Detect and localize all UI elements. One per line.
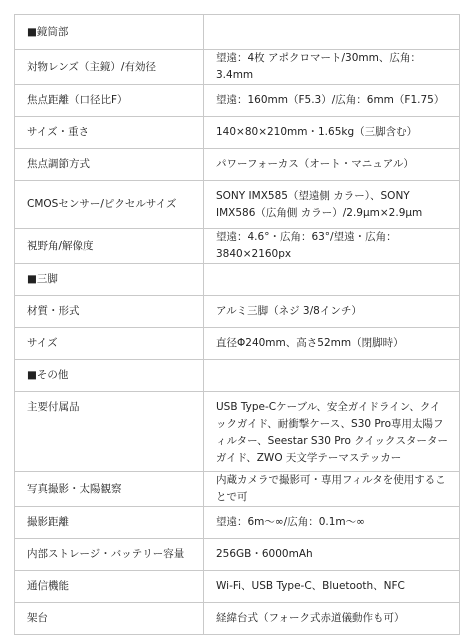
spec-value: Wi-Fi、USB Type-C、Bluetooth、NFC (204, 571, 460, 603)
spec-label: 焦点距離（口径比F） (15, 85, 204, 117)
spec-value: 内蔵カメラで撮影可・専用フィルタを使用することで可 (204, 472, 460, 507)
spec-row (15, 328, 460, 360)
spec-row (15, 149, 460, 181)
spec-row (15, 392, 460, 472)
spec-row (15, 472, 460, 507)
spec-row (15, 603, 460, 635)
section-header-row (15, 15, 460, 50)
spec-label: CMOSセンサー/ピクセルサイズ (15, 181, 204, 229)
spec-table-body (15, 15, 460, 635)
spec-value: 望遠：160mm（F5.3）/広角：6mm（F1.75） (204, 85, 460, 117)
spec-label: 焦点調節方式 (15, 149, 204, 181)
spec-row (15, 296, 460, 328)
spec-label: サイズ・重さ (15, 117, 204, 149)
spec-label: 架台 (15, 603, 204, 635)
section-empty-cell (204, 15, 460, 50)
section-header-row (15, 360, 460, 392)
spec-value: 望遠：4.6°・広角：63°/望遠・広角：3840×2160px (204, 229, 460, 264)
spec-table (14, 14, 460, 635)
spec-label: 対物レンズ（主鏡）/有効径 (15, 50, 204, 85)
section-title: ■三脚 (15, 264, 204, 296)
spec-label: 写真撮影・太陽観察 (15, 472, 204, 507)
spec-value: アルミ三脚（ネジ 3/8インチ） (204, 296, 460, 328)
section-title: ■鏡筒部 (15, 15, 204, 50)
spec-label: 材質・形式 (15, 296, 204, 328)
spec-label: 主要付属品 (15, 392, 204, 472)
spec-row (15, 117, 460, 149)
section-empty-cell (204, 264, 460, 296)
spec-row (15, 181, 460, 229)
spec-row (15, 229, 460, 264)
spec-value: 望遠：4枚 アポクロマート/30mm、広角：3.4mm (204, 50, 460, 85)
spec-row (15, 85, 460, 117)
spec-value: 経緯台式（フォーク式赤道儀動作も可） (204, 603, 460, 635)
spec-value: 256GB・6000mAh (204, 539, 460, 571)
spec-label: 視野角/解像度 (15, 229, 204, 264)
section-header-row (15, 264, 460, 296)
spec-value: 直径Φ240mm、高さ52mm（閉脚時） (204, 328, 460, 360)
spec-label: 内部ストレージ・バッテリー容量 (15, 539, 204, 571)
spec-value: USB Type-Cケーブル、安全ガイドライン、クイックガイド、耐衝撃ケース、S30 Pro専用太陽フィルター、Seestar S30 Pro クイックスターターガイド、ZWO 天文学テーマステッカー (204, 392, 460, 472)
spec-row (15, 50, 460, 85)
spec-table-container (14, 14, 460, 635)
spec-label: 撮影距離 (15, 507, 204, 539)
section-title: ■その他 (15, 360, 204, 392)
spec-value: 140×80×210mm・1.65kg（三脚含む） (204, 117, 460, 149)
spec-value: パワーフォーカス（オート・マニュアル） (204, 149, 460, 181)
section-empty-cell (204, 360, 460, 392)
spec-value: 望遠：6m〜∞/広角：0.1m〜∞ (204, 507, 460, 539)
spec-row (15, 539, 460, 571)
spec-value: SONY IMX585（望遠側 カラー）、SONY IMX586（広角側 カラー）/2.9μm×2.9μm (204, 181, 460, 229)
spec-row (15, 571, 460, 603)
spec-row (15, 507, 460, 539)
spec-label: 通信機能 (15, 571, 204, 603)
spec-label: サイズ (15, 328, 204, 360)
